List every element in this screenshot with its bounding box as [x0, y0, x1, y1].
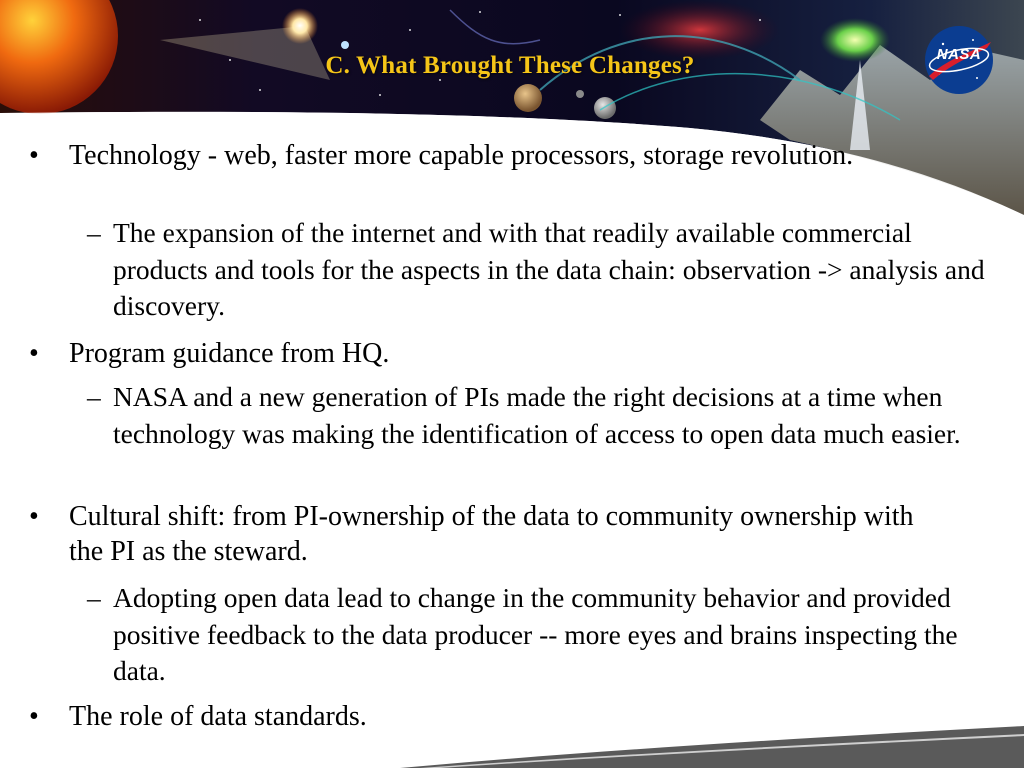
sub-bullet-text: The expansion of the internet and with that readily available commercial products and tools for the aspects in the data chain: observation -> analysis and discovery.	[113, 217, 985, 321]
sub-bullet-item	[87, 215, 1003, 325]
bullet-item	[29, 336, 929, 371]
bullet-text: Program guidance from HQ.	[69, 338, 390, 369]
sub-bullet-item	[87, 379, 1003, 452]
bullet-marker: •	[29, 140, 39, 171]
sub-bullet-marker: –	[87, 582, 101, 613]
bullet-item	[29, 699, 929, 734]
sub-bullet-text: Adopting open data lead to change in the community behavior and provided positive feedback to the data producer -- more eyes and brains inspecting the data.	[113, 582, 958, 686]
bullet-marker: •	[29, 501, 39, 532]
bullet-item	[29, 499, 929, 569]
sub-bullet-marker: –	[87, 217, 101, 248]
bullet-text: Technology - web, faster more capable processors, storage revolution.	[69, 140, 854, 171]
bullet-marker: •	[29, 701, 39, 732]
slide-title: C. What Brought These Changes?	[325, 52, 695, 79]
bullet-text: The role of data standards.	[69, 701, 367, 732]
sub-bullet-item	[87, 580, 1003, 690]
bullet-item	[29, 138, 929, 173]
bullet-text: Cultural shift: from PI-ownership of the data to community ownership with the PI as the steward.	[69, 501, 914, 567]
nasa-logo-text: NASA	[936, 46, 982, 63]
sub-bullet-text: NASA and a new generation of PIs made the right decisions at a time when technology was making the identification of access to open data much easier.	[113, 381, 961, 449]
bullet-marker: •	[29, 338, 39, 369]
sub-bullet-marker: –	[87, 381, 101, 412]
